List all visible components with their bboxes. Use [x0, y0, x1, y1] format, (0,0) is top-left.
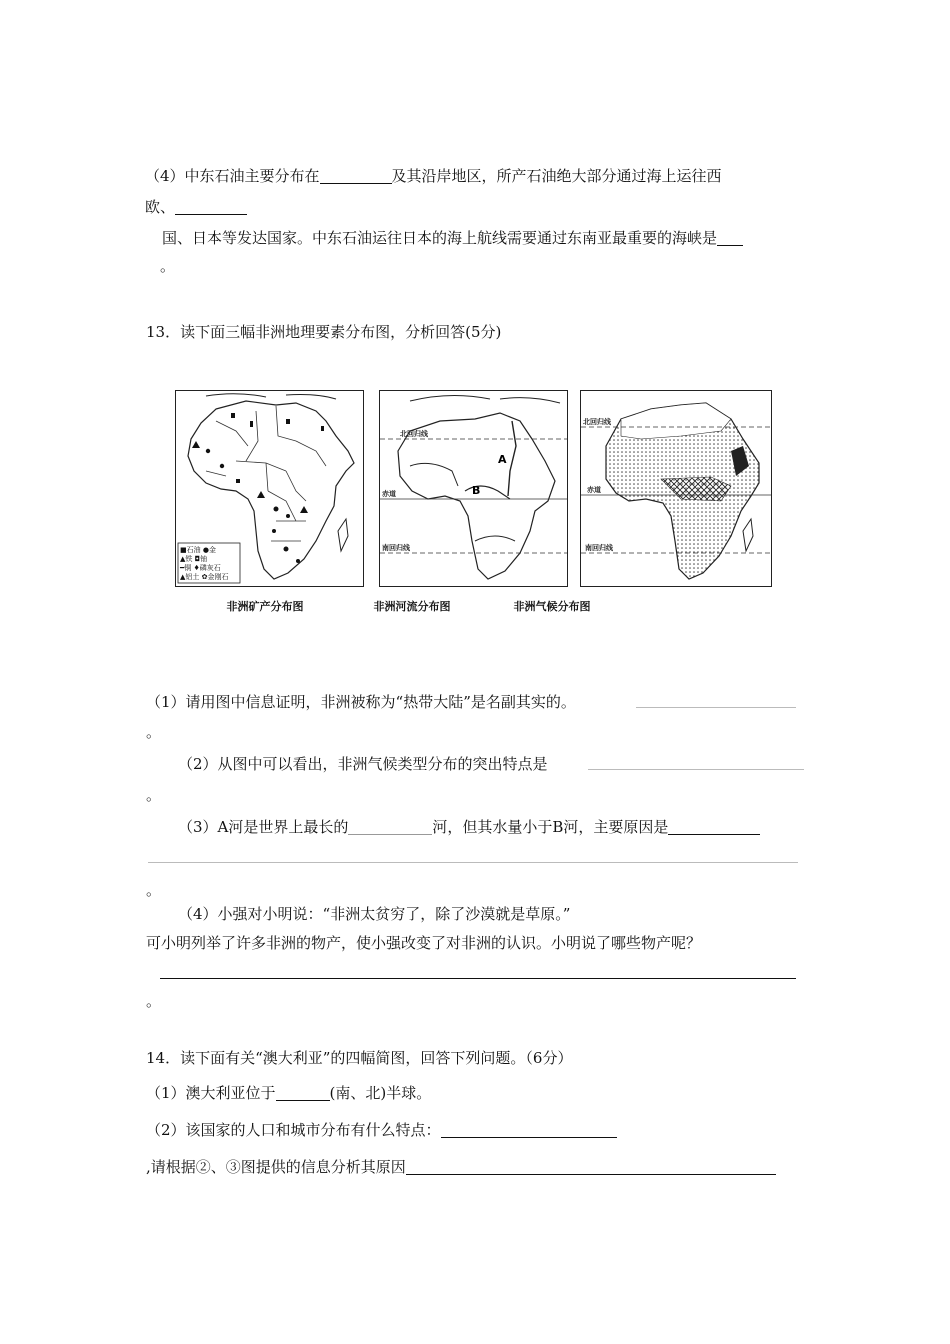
legend-row: ▲铁 ◘铀	[180, 555, 208, 563]
q13-4-end: 。	[146, 992, 162, 1010]
q13-4-line2: 可小明列举了许多非洲的物产，使小强改变了对非洲的认识。小明说了哪些物产呢？	[146, 934, 702, 952]
legend-diamond: 金刚石	[207, 573, 229, 581]
q14-2-reason-text: ,请根据②、③图提供的信息分析其原因	[146, 1158, 406, 1176]
answer-blank[interactable]	[276, 1084, 330, 1101]
answer-blank[interactable]	[717, 229, 743, 246]
legend-row: ▲铝土 ✿金刚石	[180, 573, 229, 581]
legend-row: ■石油 ●金	[180, 546, 216, 554]
q12-4-text-d: 国、日本等发达国家。中东石油运往日本的海上航线需要通过东南亚最重要的海峡是	[162, 229, 718, 247]
q13-1-end: 。	[146, 723, 162, 741]
q14-1-text-b: (南、北)半球。	[329, 1084, 432, 1102]
q13-2-end: 。	[146, 786, 162, 804]
answer-blank[interactable]	[668, 818, 760, 835]
answer-line[interactable]	[636, 707, 796, 708]
answer-blank[interactable]	[441, 1121, 617, 1138]
q12-4-line4: 。	[160, 257, 176, 275]
legend-iron: 铁	[185, 555, 193, 563]
q13-3	[178, 817, 760, 837]
answer-line[interactable]	[588, 769, 804, 770]
q13-1	[146, 692, 576, 712]
label-river-a: A	[498, 453, 507, 466]
q14-1	[146, 1083, 431, 1103]
legend-phosphate: 磷灰石	[199, 564, 221, 572]
q13-4-line1: （4）小强对小明说：“非洲太贫穷了，除了沙漠就是草原。”	[178, 905, 571, 923]
label-river-b: B	[472, 484, 481, 497]
q12-4-text-b: 及其沿岸地区，所产石油绝大部分通过海上运往西	[391, 167, 722, 185]
mineral-legend	[180, 546, 240, 582]
label-tropic-north: 北回归线	[400, 430, 428, 438]
africa-climate-map	[580, 390, 772, 587]
q14-2-reason	[146, 1157, 776, 1177]
q13-2: （2）从图中可以看出，非洲气候类型分布的突出特点是	[178, 755, 548, 773]
africa-river-map-svg	[380, 391, 567, 586]
q14-title: 14．读下面有关“澳大利亚”的四幅简图，回答下列问题。（6分）	[146, 1049, 573, 1067]
answer-blank[interactable]	[320, 167, 392, 184]
caption-mineral-map: 非洲矿产分布图	[226, 600, 304, 613]
label-tropic-south: 南回归线	[382, 544, 410, 552]
answer-blank[interactable]	[348, 818, 432, 835]
africa-mineral-map	[175, 390, 364, 587]
q13-3-end: 。	[146, 881, 162, 899]
q13-1-text: （1）请用图中信息证明，非洲被称为“热带大陆”是名副其实的。	[146, 693, 576, 711]
label-tropic-north: 北回归线	[583, 418, 611, 426]
answer-blank[interactable]	[406, 1158, 776, 1175]
caption-river-map: 非洲河流分布图	[373, 600, 451, 613]
africa-river-map	[379, 390, 568, 587]
q12-4-line1	[145, 166, 722, 186]
legend-uranium: 铀	[200, 555, 208, 563]
q14-1-text-a: （1）澳大利亚位于	[146, 1084, 276, 1102]
label-equator: 赤道	[382, 490, 396, 498]
q12-4-line3	[162, 228, 743, 248]
label-tropic-south: 南回归线	[585, 544, 613, 552]
legend-bauxite: 铝土	[185, 573, 200, 581]
q14-2	[146, 1120, 617, 1140]
q12-4-text-c: 欧、	[145, 198, 176, 216]
q14-2-text: （2）该国家的人口和城市分布有什么特点：	[146, 1121, 441, 1139]
africa-climate-map-svg	[581, 391, 771, 586]
answer-line[interactable]	[148, 862, 798, 863]
caption-climate-map: 非洲气候分布图	[513, 600, 591, 613]
q13-3-text-a: （3）A河是世界上最长的	[178, 818, 349, 836]
legend-row: ━铜 ♦磷灰石	[180, 564, 221, 572]
q13-3-text-b: 河，但其水量小于B河，主要原因是	[432, 818, 669, 836]
answer-blank[interactable]	[175, 198, 247, 215]
label-equator: 赤道	[587, 486, 601, 494]
legend-gold: 金	[208, 546, 216, 554]
q12-4-line2	[145, 197, 247, 217]
answer-line[interactable]	[160, 978, 796, 979]
q12-4-text-a: （4）中东石油主要分布在	[145, 167, 320, 185]
legend-copper: 铜	[184, 564, 192, 572]
q13-title: 13．读下面三幅非洲地理要素分布图，分析回答(5分)	[146, 323, 502, 341]
legend-oil: 石油	[186, 546, 201, 554]
